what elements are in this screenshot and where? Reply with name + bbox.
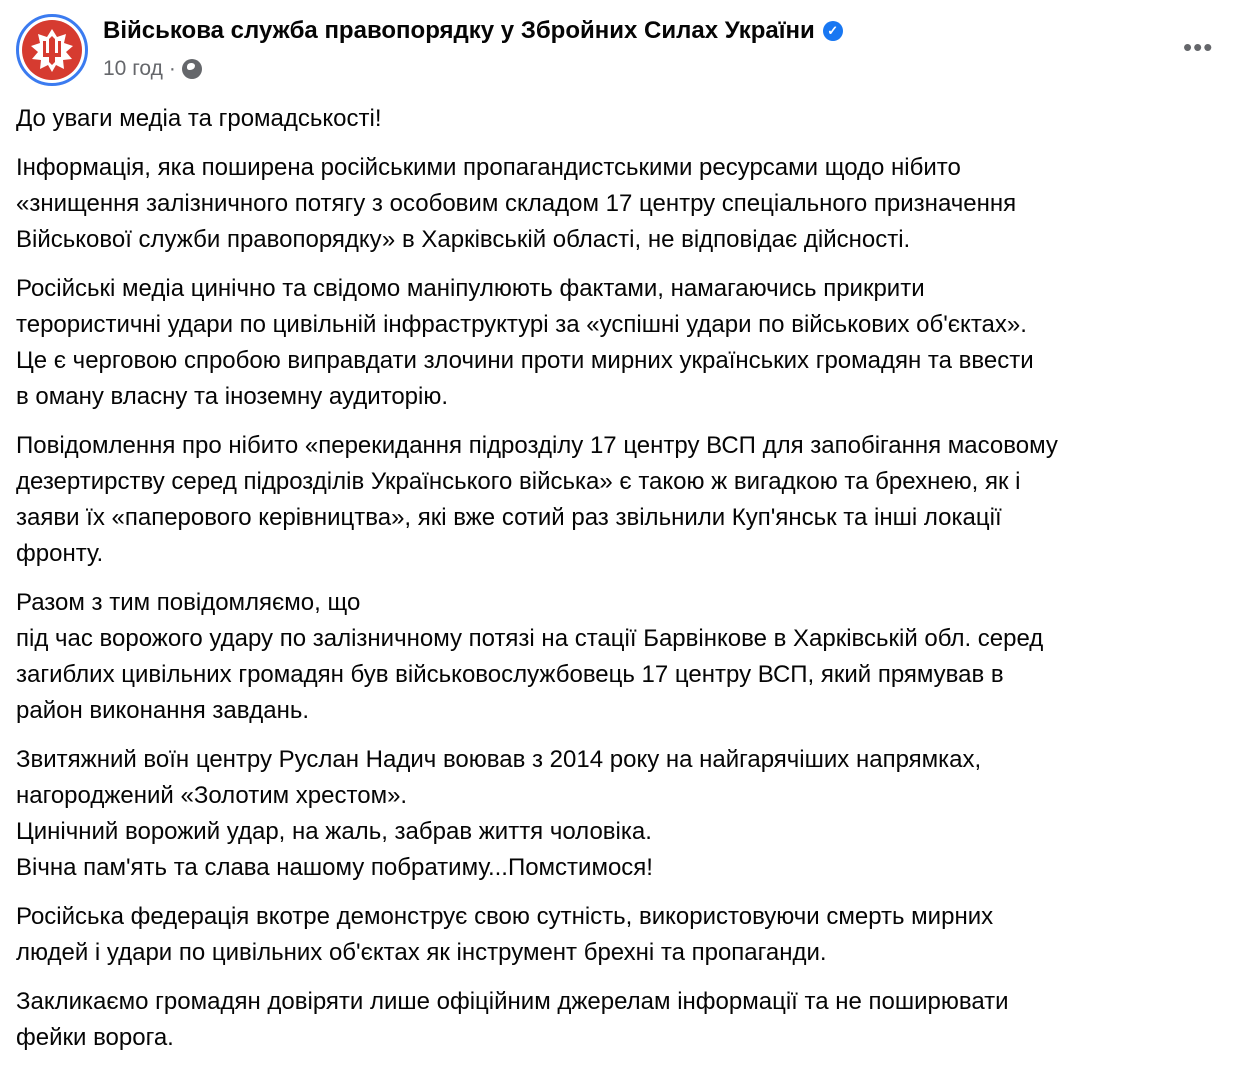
author-name[interactable] [103, 17, 843, 45]
post-text-line: Закликаємо громадян довіряти лише офіційним джерелам інформації та не поширювати [16, 988, 1009, 1015]
post-text-line: під час ворожого удару по залізничному потязі на стації Барвінкове в Харківській обл. серед [16, 625, 1044, 652]
post-time[interactable]: 10 год [103, 57, 163, 80]
post-text-line: До уваги медіа та громадськості! [16, 105, 382, 132]
post-body [16, 101, 1058, 1069]
post-text-line: фронту. [16, 540, 104, 567]
post-text-line: Цинічний ворожий удар, на жаль, забрав життя чоловіка. [16, 818, 652, 845]
post-text-line: «знищення залізничного потягу з особовим складом 17 центру спеціального призначення [16, 190, 1017, 217]
post-paragraph [16, 585, 1058, 729]
post-text-line: Це є черговою спробою виправдати злочини проти мирних українських громадян та ввести [16, 347, 1034, 374]
trident-logo-icon [22, 20, 82, 80]
post-text-line: Звитяжний воїн центру Руслан Надич воював з 2014 року на найгарячіших напрямках, [16, 746, 982, 773]
post-text-line: заяви їх «паперового керівництва», які вже сотий раз звільнили Куп'янськ та інші локації [16, 504, 1002, 531]
post-text-line: нагороджений «Золотим хрестом». [16, 782, 408, 809]
post-paragraph [16, 271, 1058, 415]
post-text-line: дезертирству серед підрозділів Українського війська» є такою ж вигадкою та брехнею, як і [16, 468, 1021, 495]
post-text-line: Вічна пам'ять та слава нашому побратиму...Помстимося! [16, 854, 653, 881]
post-paragraph [16, 150, 1058, 258]
verified-badge-icon: ✓ [823, 21, 843, 41]
post-text-line: Російська федерація вкотре демонструє свою сутність, використовуючи смерть мирних [16, 903, 994, 930]
post-text-line: Разом з тим повідомляємо, що [16, 589, 361, 616]
post-text-line: людей і удари по цивільних об'єктах як інструмент брехні та пропаганди. [16, 939, 827, 966]
post-paragraph [16, 101, 1058, 137]
post-text-line: Військової служби правопорядку» в Харківській області, не відповідає дійсності. [16, 226, 911, 253]
post-paragraph [16, 899, 1058, 971]
post-text-line: терористичні удари по цивільній інфраструктурі за «успішні удари по військових об'єктах». [16, 311, 1027, 338]
post-text-line: район виконання завдань. [16, 697, 310, 724]
page-avatar[interactable] [16, 14, 88, 86]
meta-separator: · [168, 57, 176, 80]
post-paragraph [16, 742, 1058, 886]
globe-icon [182, 59, 202, 79]
post-text-line: в оману власну та іноземну аудиторію. [16, 383, 449, 410]
post-paragraph [16, 984, 1058, 1056]
more-options-button[interactable]: ••• [1183, 32, 1214, 62]
post-text-line: Інформація, яка поширена російськими пропагандистськими ресурсами щодо нібито [16, 154, 961, 181]
author-name-text[interactable]: Військова служба правопорядку у Збройних Силах України [103, 17, 815, 44]
post-meta [103, 57, 202, 81]
post-text-line: фейки ворога. [16, 1024, 174, 1051]
post-text-line: загиблих цивільних громадян був військовослужбовець 17 центру ВСП, який прямував в [16, 661, 1004, 688]
post-paragraph [16, 428, 1058, 572]
post-text-line: Повідомлення про нібито «перекидання підрозділу 17 центру ВСП для запобігання масовому [16, 432, 1058, 459]
post-text-line: Російські медіа цинічно та свідомо маніпулюють фактами, намагаючись прикрити [16, 275, 925, 302]
